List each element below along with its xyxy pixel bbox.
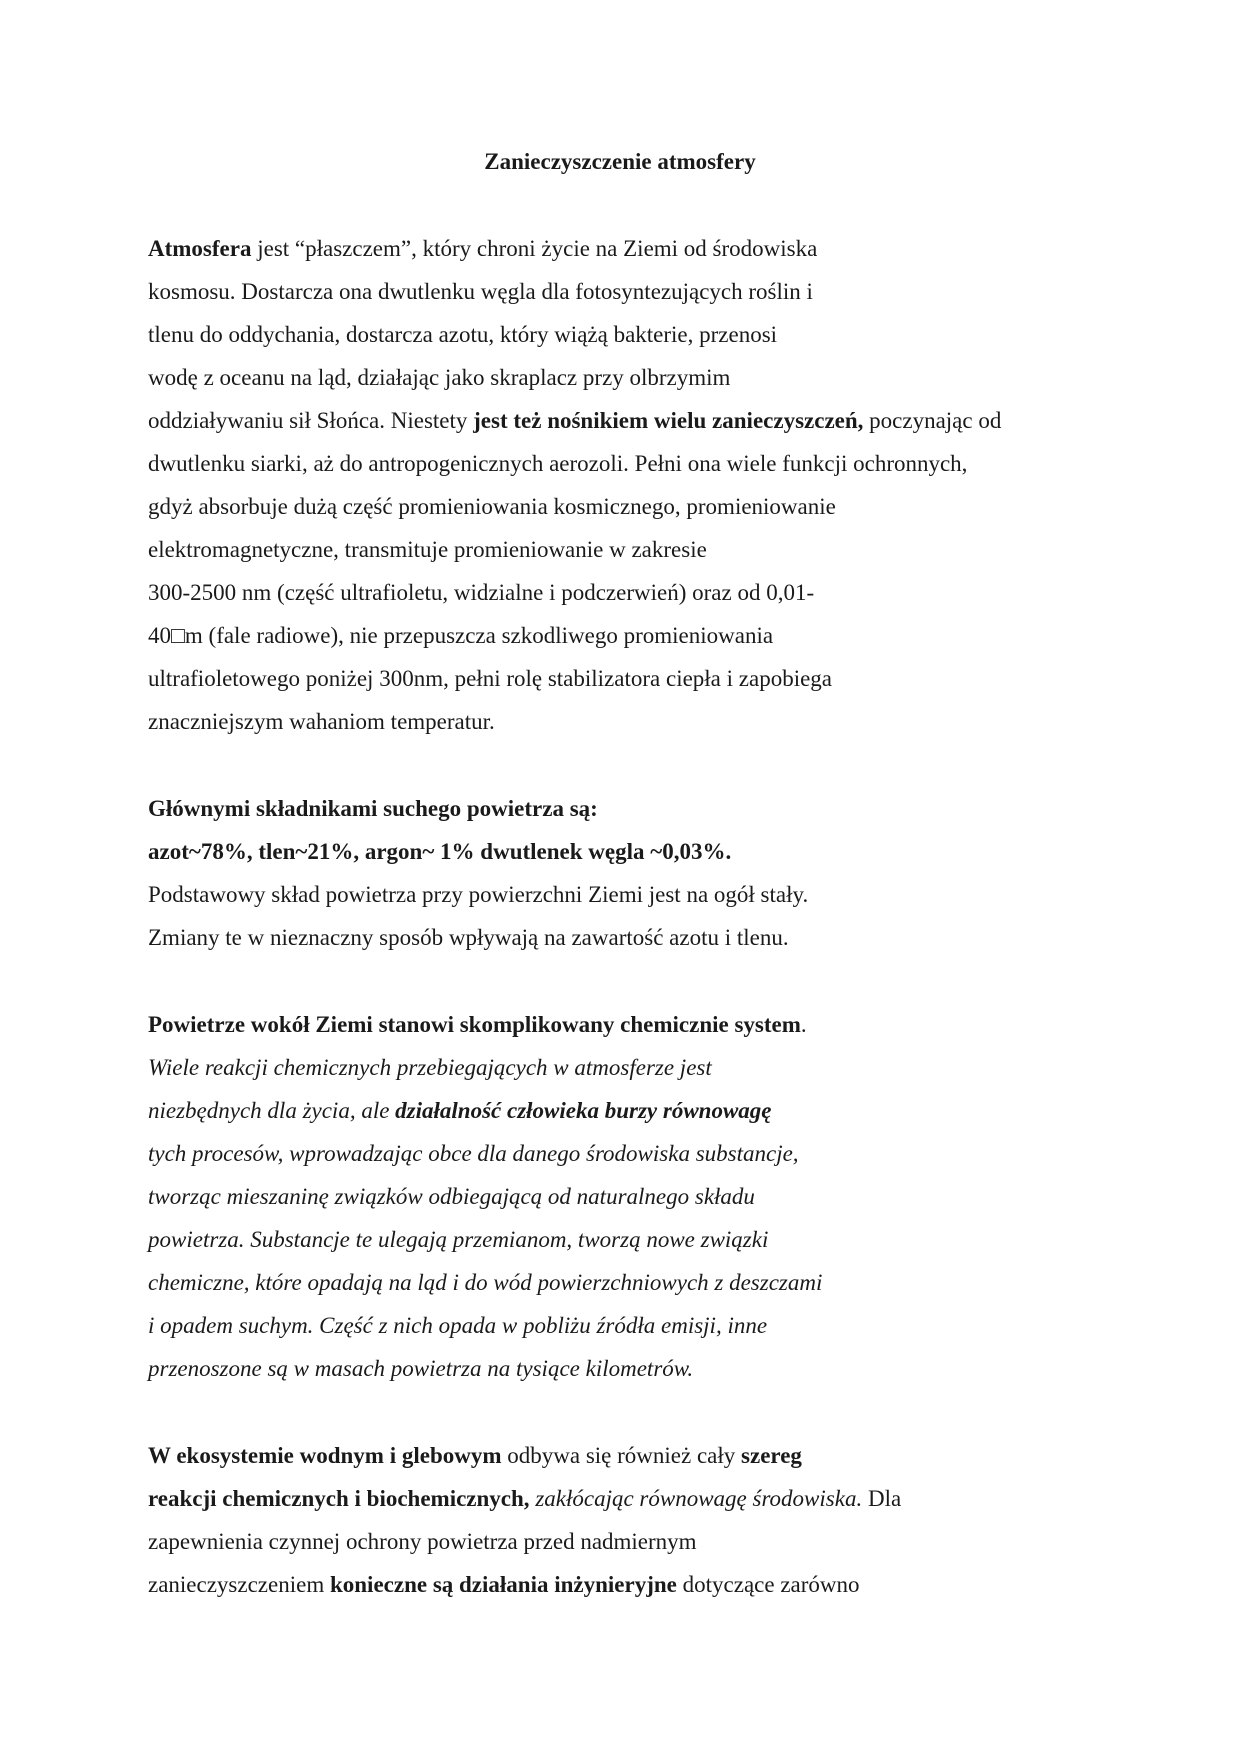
text-span: poczynając od <box>863 408 1002 433</box>
paragraph-atmosphere <box>148 234 1148 750</box>
text-line: ultrafioletowego poniżej 300nm, pełni rolę stabilizatora ciepła i zapobiega <box>148 666 833 691</box>
text-line: i opadem suchym. Część z nich opada w pobliżu źródła emisji, inne <box>148 1313 768 1338</box>
emphasis-text: W ekosystemie wodnym i glebowym <box>148 1443 502 1468</box>
text-line: 40□m (fale radiowe), nie przepuszcza szkodliwego promieniowania <box>148 623 774 648</box>
text-line: 300-2500 nm (część ultrafioletu, widzialne i podczerwień) oraz od 0,01- <box>148 580 815 605</box>
text-line <box>148 1484 1148 1527</box>
text-line: gdyż absorbuje dużą część promieniowania kosmicznego, promieniowanie <box>148 494 836 519</box>
section-heading: Powietrze wokół Ziemi stanowi skomplikowany chemicznie system <box>148 1012 801 1037</box>
text-line: chemiczne, które opadają na ląd i do wód powierzchniowych z deszczami <box>148 1270 823 1295</box>
text-line: zapewnienia czynnej ochrony powietrza przed nadmiernym <box>148 1529 697 1554</box>
text-line <box>148 1096 1148 1139</box>
emphasis-text: działalność człowieka burzy równowagę <box>395 1098 772 1123</box>
text-line: dwutlenku siarki, aż do antropogenicznych aerozoli. Pełni ona wiele funkcji ochronnych, <box>148 451 968 476</box>
composition-values: azot~78%, tlen~21%, argon~ 1% dwutlenek węgla ~0,03%. <box>148 839 732 864</box>
text-span: Dla <box>862 1486 902 1511</box>
text-line: kosmosu. Dostarcza ona dwutlenku węgla dla fotosyntezujących roślin i <box>148 279 813 304</box>
text-line: Wiele reakcji chemicznych przebiegających w atmosferze jest <box>148 1055 712 1080</box>
text-line: znaczniejszym wahaniom temperatur. <box>148 709 495 734</box>
paragraph-ecosystem <box>148 1441 1148 1613</box>
text-line: Podstawowy skład powietrza przy powierzchni Ziemi jest na ogół stały. <box>148 882 809 907</box>
text-line: wodę z oceanu na ląd, działając jako skraplacz przy olbrzymim <box>148 365 731 390</box>
emphasis-text: jest też nośnikiem wielu zanieczyszczeń, <box>473 408 864 433</box>
text-span: dotyczące zarówno <box>676 1572 860 1597</box>
paragraph-chemical-system <box>148 1010 1148 1397</box>
text-line <box>148 1010 1148 1053</box>
keyword-atmosfera: Atmosfera <box>148 236 252 261</box>
italic-text: zakłócając równowagę środowiska. <box>529 1486 863 1511</box>
text-span: zanieczyszczeniem <box>148 1572 330 1597</box>
paragraph-air-composition <box>148 794 1148 966</box>
text-line <box>148 406 1148 449</box>
text-line: tlenu do oddychania, dostarcza azotu, który wiążą bakterie, przenosi <box>148 322 778 347</box>
text-line: elektromagnetyczne, transmituje promieniowanie w zakresie <box>148 537 707 562</box>
text-line <box>148 1570 1148 1613</box>
text-span: niezbędnych dla życia, ale <box>148 1098 396 1123</box>
emphasis-text: szereg <box>741 1443 802 1468</box>
text-line: tworząc mieszaninę związków odbiegającą od naturalnego składu <box>148 1184 755 1209</box>
text-span: . <box>800 1012 807 1037</box>
text-span: jest “płaszczem”, który chroni życie na Ziemi od środowiska <box>251 236 818 261</box>
text-line: Zmiany te w nieznaczny sposób wpływają na zawartość azotu i tlenu. <box>148 925 789 950</box>
text-line: przenoszone są w masach powietrza na tysiące kilometrów. <box>148 1356 694 1381</box>
text-line: tych procesów, wprowadzając obce dla danego środowiska substancje, <box>148 1141 799 1166</box>
text-span: oddziaływaniu sił Słońca. Niestety <box>148 408 474 433</box>
section-heading: Głównymi składnikami suchego powietrza są: <box>148 796 598 821</box>
text-line: powietrza. Substancje te ulegają przemianom, tworzą nowe związki <box>148 1227 769 1252</box>
document-title: Zanieczyszczenie atmosfery <box>484 149 756 174</box>
text-line <box>148 1441 1148 1484</box>
text-span: odbywa się również cały <box>501 1443 742 1468</box>
emphasis-text: konieczne są działania inżynieryjne <box>329 1572 677 1597</box>
text-line <box>148 234 1148 277</box>
emphasis-text: reakcji chemicznych i biochemicznych, <box>148 1486 530 1511</box>
